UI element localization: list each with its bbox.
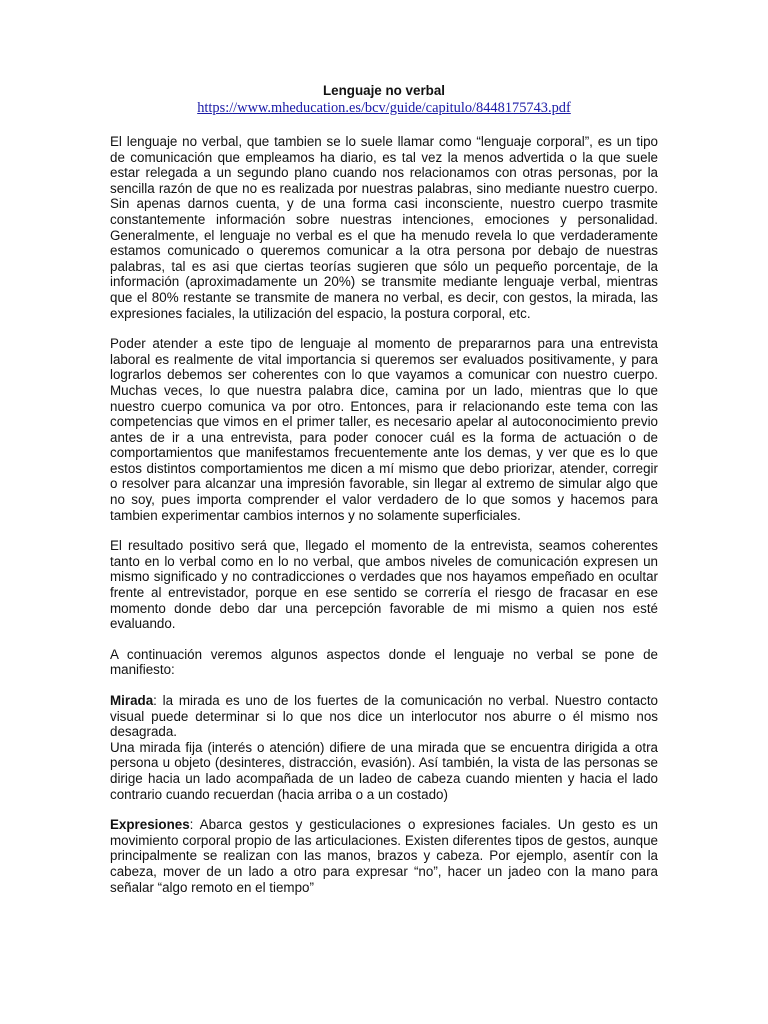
mirada-text: : la mirada es uno de los fuertes de la comunicación no verbal. Nuestro contacto visual puede determinar si lo que nos dice un interlocutor nos aburre o él mismo nos desagrada. bbox=[110, 693, 658, 740]
paragraph-result: El resultado positivo será que, llegado el momento de la entrevista, seamos coherentes tanto en lo verbal como en lo no verbal, que ambos niveles de comunicación expresen un mismo significado y no contradicciones o verdades que nos hayamos empeñado en ocultar frente al entrevistador, porque en ese sentido se correría el riesgo de fracasar en ese momento donde debo dar una percepción favorable de mi mismo a quien nos esté evaluando. bbox=[110, 538, 658, 632]
mirada-followup: Una mirada fija (interés o atención) difiere de una mirada que se encuentra dirigida a otra persona u objeto (desinteres, distracción, evasión). Así también, la vista de las personas se dirige hacia un lado acompañada de un ladeo de cabeza cuando mienten y hacia el lado contrario cuando recuerdan (hacia arriba o a un costado) bbox=[110, 739, 658, 802]
expresiones-text: : Abarca gestos y gesticulaciones o expresiones faciales. Un gesto es un movimiento corporal propio de las articulaciones. Existen diferentes tipos de gestos, aunque principalmente se realizan con las manos, brazos y cabeza. Por ejemplo, asentír con la cabeza, mover de un lado a otro para expresar “no”, hacer un jadeo con la mano para señalar “algo remoto en el tiempo” bbox=[110, 817, 658, 895]
paragraph-interview: Poder atender a este tipo de lenguaje al momento de prepararnos para una entrevista laboral es realmente de vital importancia si queremos ser evaluados positivamente, y para lograrlos debemos ser coherentes con lo que vayamos a comunicar con nuestro cuerpo. Muchas veces, lo que nuestra palabra dice, camina por un lado, mientras que lo que nuestro cuerpo comunica va por otro. Entonces, para ir relacionando este tema con las competencias que vimos en el primer taller, es necesario apelar al autoconocimiento previo antes de ir a una entrevista, para poder conocer cuál es la forma de actuación o de comportamientos que manifestamos frecuentemente ante los demas, y ver que es lo que estos distintos comportamientos me dicen a mí mismo que debo priorizar, atender, corregir o resolver para alcanzar una impresión favorable, sin llegar al extremo de simular algo que no soy, pues importa comprender el valor verdadero de lo que somos y hacemos para tambien experimentar cambios internos y no solamente superficiales. bbox=[110, 336, 658, 523]
paragraph-aspects-intro: A continuación veremos algunos aspectos donde el lenguaje no verbal se pone de manifiesto: bbox=[110, 646, 658, 678]
expresiones-term: Expresiones bbox=[110, 817, 190, 833]
section-mirada bbox=[110, 693, 658, 740]
source-link[interactable]: https://www.mheducation.es/bcv/guide/capitulo/8448175743.pdf bbox=[197, 100, 571, 116]
mirada-term: Mirada bbox=[110, 693, 154, 708]
document-title: Lenguaje no verbal bbox=[322, 83, 446, 98]
section-expresiones bbox=[110, 817, 658, 895]
paragraph-intro: El lenguaje no verbal, que tambien se lo suele llamar como “lenguaje corporal”, es un tipo de comunicación que empleamos ha diario, es tal vez la menos advertida o la que suele estar relegada a un segundo plano cuando nos relacionamos con otras personas, por la sencilla razón de que no es realizada por nuestras palabras, sino mediante nuestro cuerpo. Sin apenas darnos cuenta, y de una forma casi inconsciente, nuestro cuerpo trasmite constantemente información sobre nuestras intenciones, emociones y personalidad. Generalmente, el lenguaje no verbal es el que ha menudo revela lo que verdaderamente estamos comunicado o queremos comunicar a la otra persona por debajo de nuestras palabras, tal es asi que ciertas teorías sugieren que sólo un pequeño porcentaje, de la información (aproximadamente un 20%) se transmite mediante lenguaje verbal, mientras que el 80% restante se transmite de manera no verbal, es decir, con gestos, la mirada, las expresiones faciales, la utilización del espacio, la postura corporal, etc. bbox=[110, 134, 658, 321]
